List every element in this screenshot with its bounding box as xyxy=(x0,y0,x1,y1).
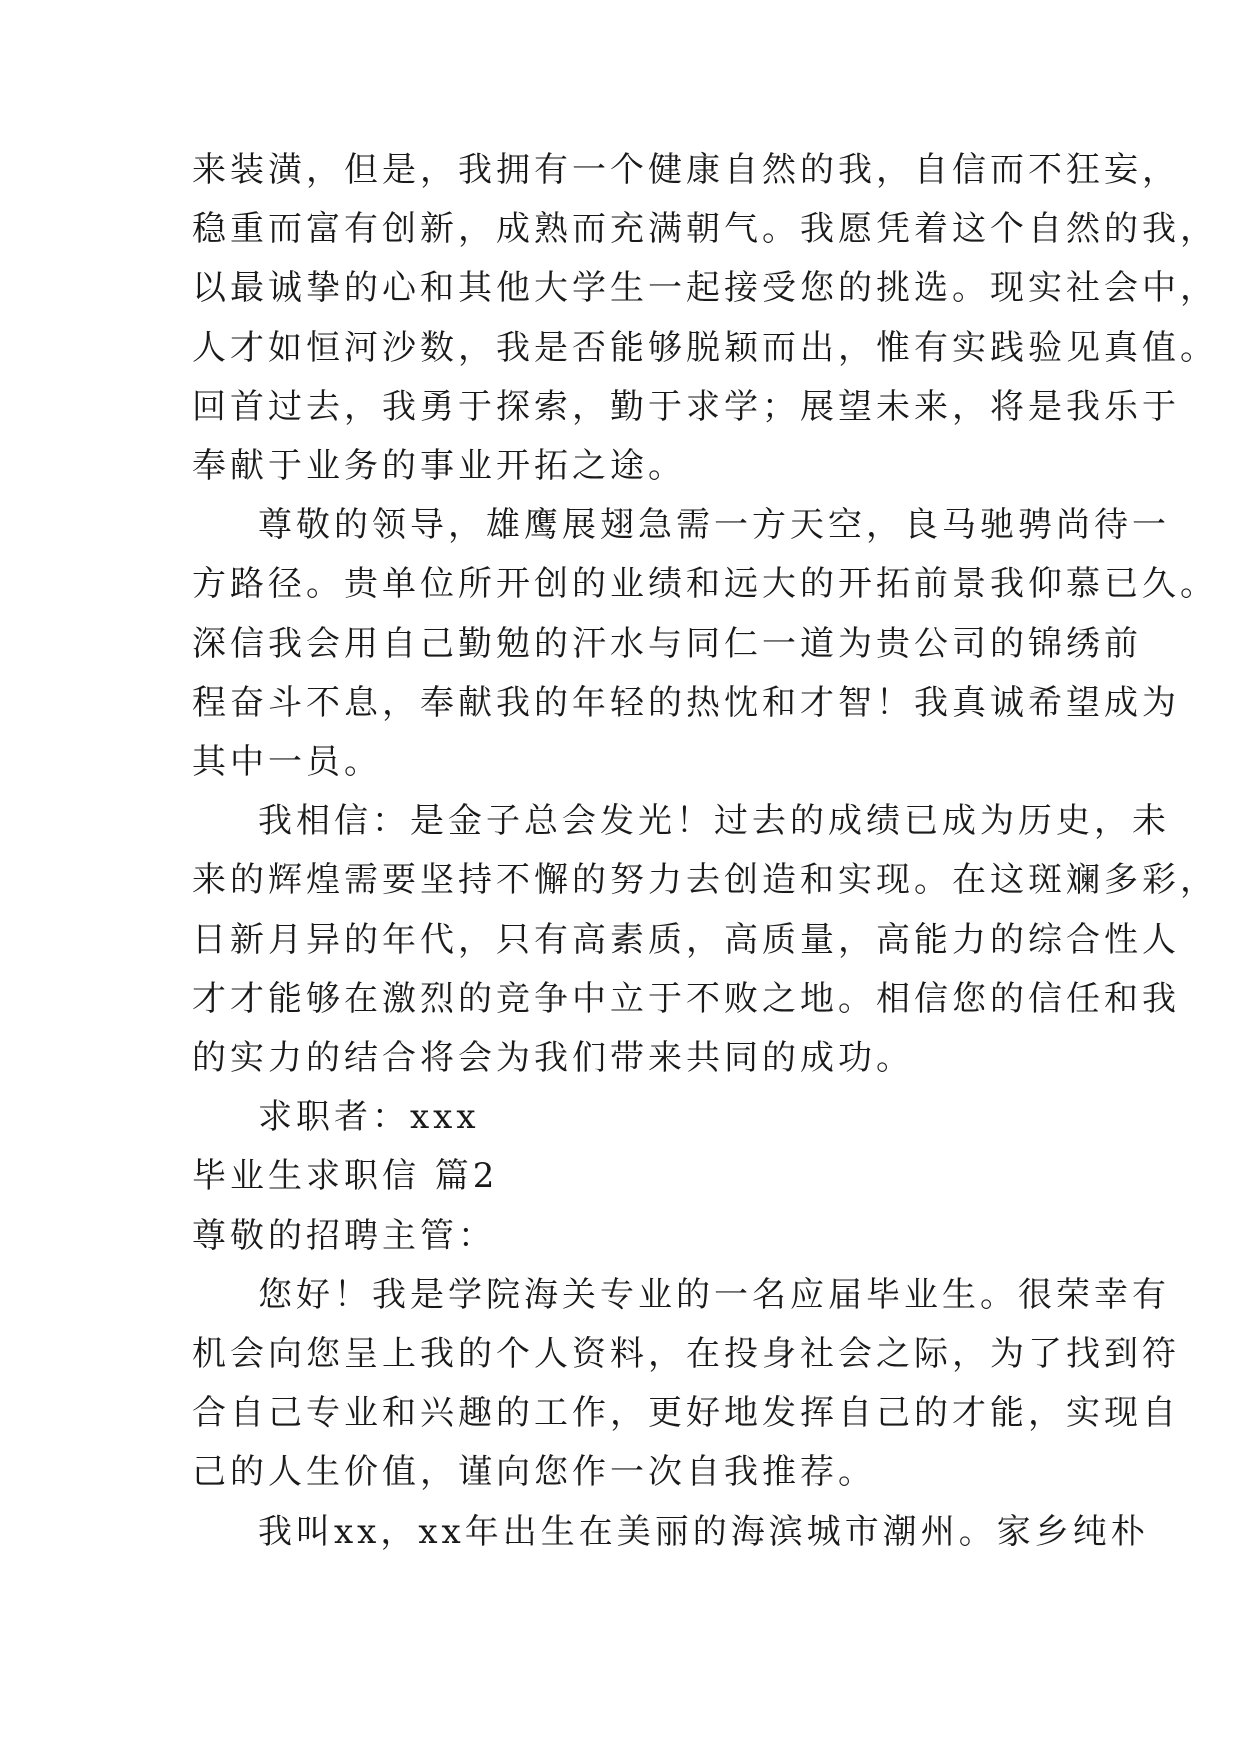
text-line: 日新月异的年代，只有高素质，高质量，高能力的综合性人 xyxy=(192,919,1180,960)
text-line: 人才如恒河沙数，我是否能够脱颖而出，惟有实践验见真值。 xyxy=(192,327,1218,368)
text-line: 我相信：是金子总会发光！过去的成绩已成为历史，未 xyxy=(258,801,1170,842)
text-line: 回首过去，我勇于探索，勤于求学；展望未来，将是我乐于 xyxy=(192,386,1180,427)
text-line: 您好！我是学院海关专业的一名应届毕业生。很荣幸有 xyxy=(258,1274,1170,1315)
text-line: 机会向您呈上我的个人资料，在投身社会之际，为了找到符 xyxy=(192,1334,1180,1374)
text-line: 其中一员。 xyxy=(192,742,382,782)
text-line: 毕业生求职信 篇2 xyxy=(192,1156,499,1197)
text-line: 我叫xx，xx年出生在美丽的海滨城市潮州。家乡纯朴 xyxy=(258,1511,1149,1552)
text-line: 来的辉煌需要坚持不懈的努力去创造和实现。在这斑斓多彩， xyxy=(192,860,1218,901)
text-line: 的实力的结合将会为我们带来共同的成功。 xyxy=(192,1038,914,1078)
text-line: 深信我会用自己勤勉的汗水与同仁一道为贵公司的锦绣前 xyxy=(192,623,1142,664)
text-line: 以最诚挚的心和其他大学生一起接受您的挑选。现实社会中， xyxy=(192,268,1218,309)
text-line: 己的人生价值，谨向您作一次自我推荐。 xyxy=(192,1452,876,1493)
text-line: 求职者：xxx xyxy=(258,1097,480,1138)
text-line: 方路径。贵单位所开创的业绩和远大的开拓前景我仰慕已久。 xyxy=(192,564,1218,605)
text-line: 程奋斗不息，奉献我的年轻的热忱和才智！我真诚希望成为 xyxy=(192,682,1180,723)
text-line: 尊敬的招聘主管： xyxy=(192,1215,496,1256)
text-line: 奉献于业务的事业开拓之途。 xyxy=(192,446,686,486)
text-line: 稳重而富有创新，成熟而充满朝气。我愿凭着这个自然的我， xyxy=(192,209,1218,250)
text-line: 合自己专业和兴趣的工作，更好地发挥自己的才能，实现自 xyxy=(192,1393,1180,1434)
text-line: 来装潢，但是，我拥有一个健康自然的我，自信而不狂妄， xyxy=(192,150,1180,190)
text-line: 才才能够在激烈的竞争中立于不败之地。相信您的信任和我 xyxy=(192,978,1180,1019)
text-line: 尊敬的领导，雄鹰展翅急需一方天空，良马驰骋尚待一 xyxy=(258,505,1170,546)
